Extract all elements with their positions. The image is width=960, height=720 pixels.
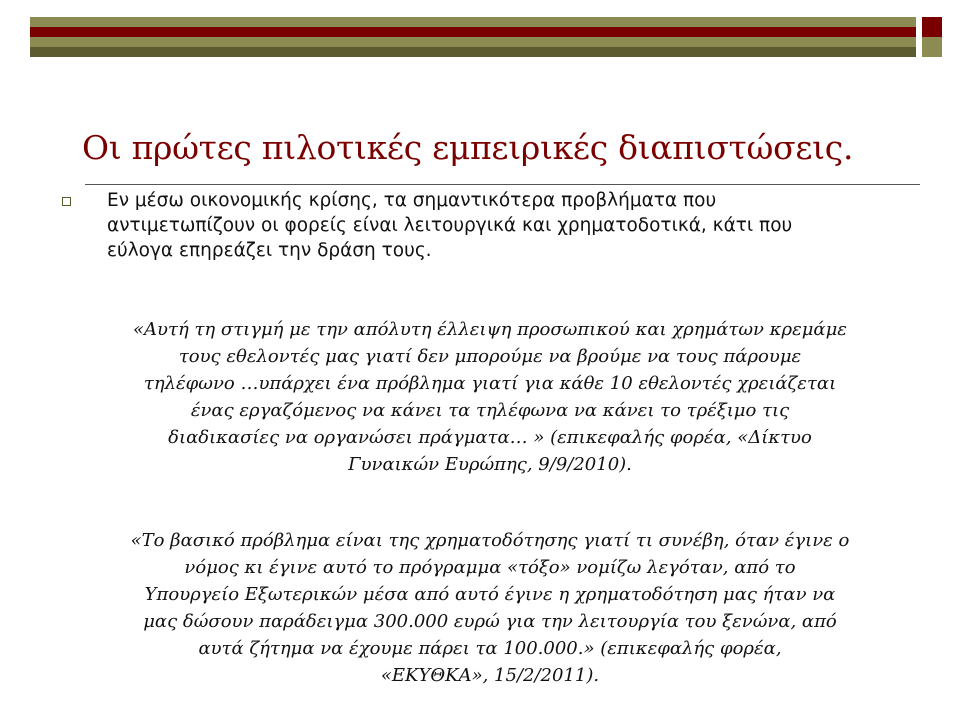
title-divider	[85, 184, 920, 185]
hollow-square-bullet-icon	[62, 197, 71, 206]
slide-title: Οι πρώτες πιλοτικές εμπειρικές διαπιστώσεις.	[82, 128, 854, 167]
quote-line: «ΕΚΥΘΚΑ», 15/2/2011).	[380, 665, 600, 686]
quote-line: τους εθελοντές μας γιατί δεν μπορούμε να βρούμε να τους πάρουμε	[178, 346, 802, 367]
quote-line: Υπουργείο Εξωτερικών μέσα από αυτό έγινε η χρηματοδότηση μας ήταν να	[144, 584, 836, 605]
top-bar-stripe-dark-olive	[30, 47, 916, 57]
quote-block-2	[65, 527, 915, 689]
top-bar-stripe-maroon	[30, 27, 916, 37]
quote-line: Γυναικών Ευρώπης, 9/9/2010).	[348, 454, 632, 475]
bullet-line: αντιμετωπίζουν οι φορείς είναι λειτουργικά και χρηματοδοτικά, κάτι που	[107, 215, 793, 236]
quote-block-1	[75, 316, 905, 478]
bullet-text	[107, 188, 922, 263]
quote-line: αυτά ζήτημα να έχουμε πάρει τα 100.000.» (επικεφαλής φορέα,	[198, 638, 782, 659]
quote-line: ένας εργαζόμενος να κάνει τα τηλέφωνα να κάνει το τρέξιμο τις	[190, 400, 790, 421]
quote-line: νόμος κι έγινε αυτό το πρόγραμμα «τόξο» νομίζω λεγόταν, από το	[184, 557, 796, 578]
quote-line: διαδικασίες να οργανώσει πράγματα… » (επικεφαλής φορέα, «Δίκτυο	[168, 427, 812, 448]
quote-line: «Το βασικό πρόβλημα είναι της χρηματοδότησης γιατί τι συνέβη, όταν έγινε ο	[130, 530, 850, 551]
top-bar-stripe-olive	[30, 17, 916, 27]
decorative-corner-square	[922, 17, 942, 57]
top-bar-stripe-olive-light	[30, 37, 916, 47]
decorative-top-bar	[30, 17, 916, 57]
quote-line: τηλέφωνο …υπάρχει ένα πρόβλημα γιατί για κάθε 10 εθελοντές χρειάζεται	[143, 373, 837, 394]
quote-line: μας δώσουν παράδειγμα 300.000 ευρώ για την λειτουργία του ξενώνα, από	[143, 611, 837, 632]
bullet-line: Εν μέσω οικονομικής κρίσης, τα σημαντικότερα προβλήματα που	[107, 190, 717, 211]
corner-square-lower	[922, 37, 942, 57]
bullet-line: εύλογα επηρεάζει την δράση τους.	[107, 240, 432, 261]
quote-line: «Αυτή τη στιγμή με την απόλυτη έλλειψη προσωπικού και χρημάτων κρεμάμε	[133, 319, 847, 340]
